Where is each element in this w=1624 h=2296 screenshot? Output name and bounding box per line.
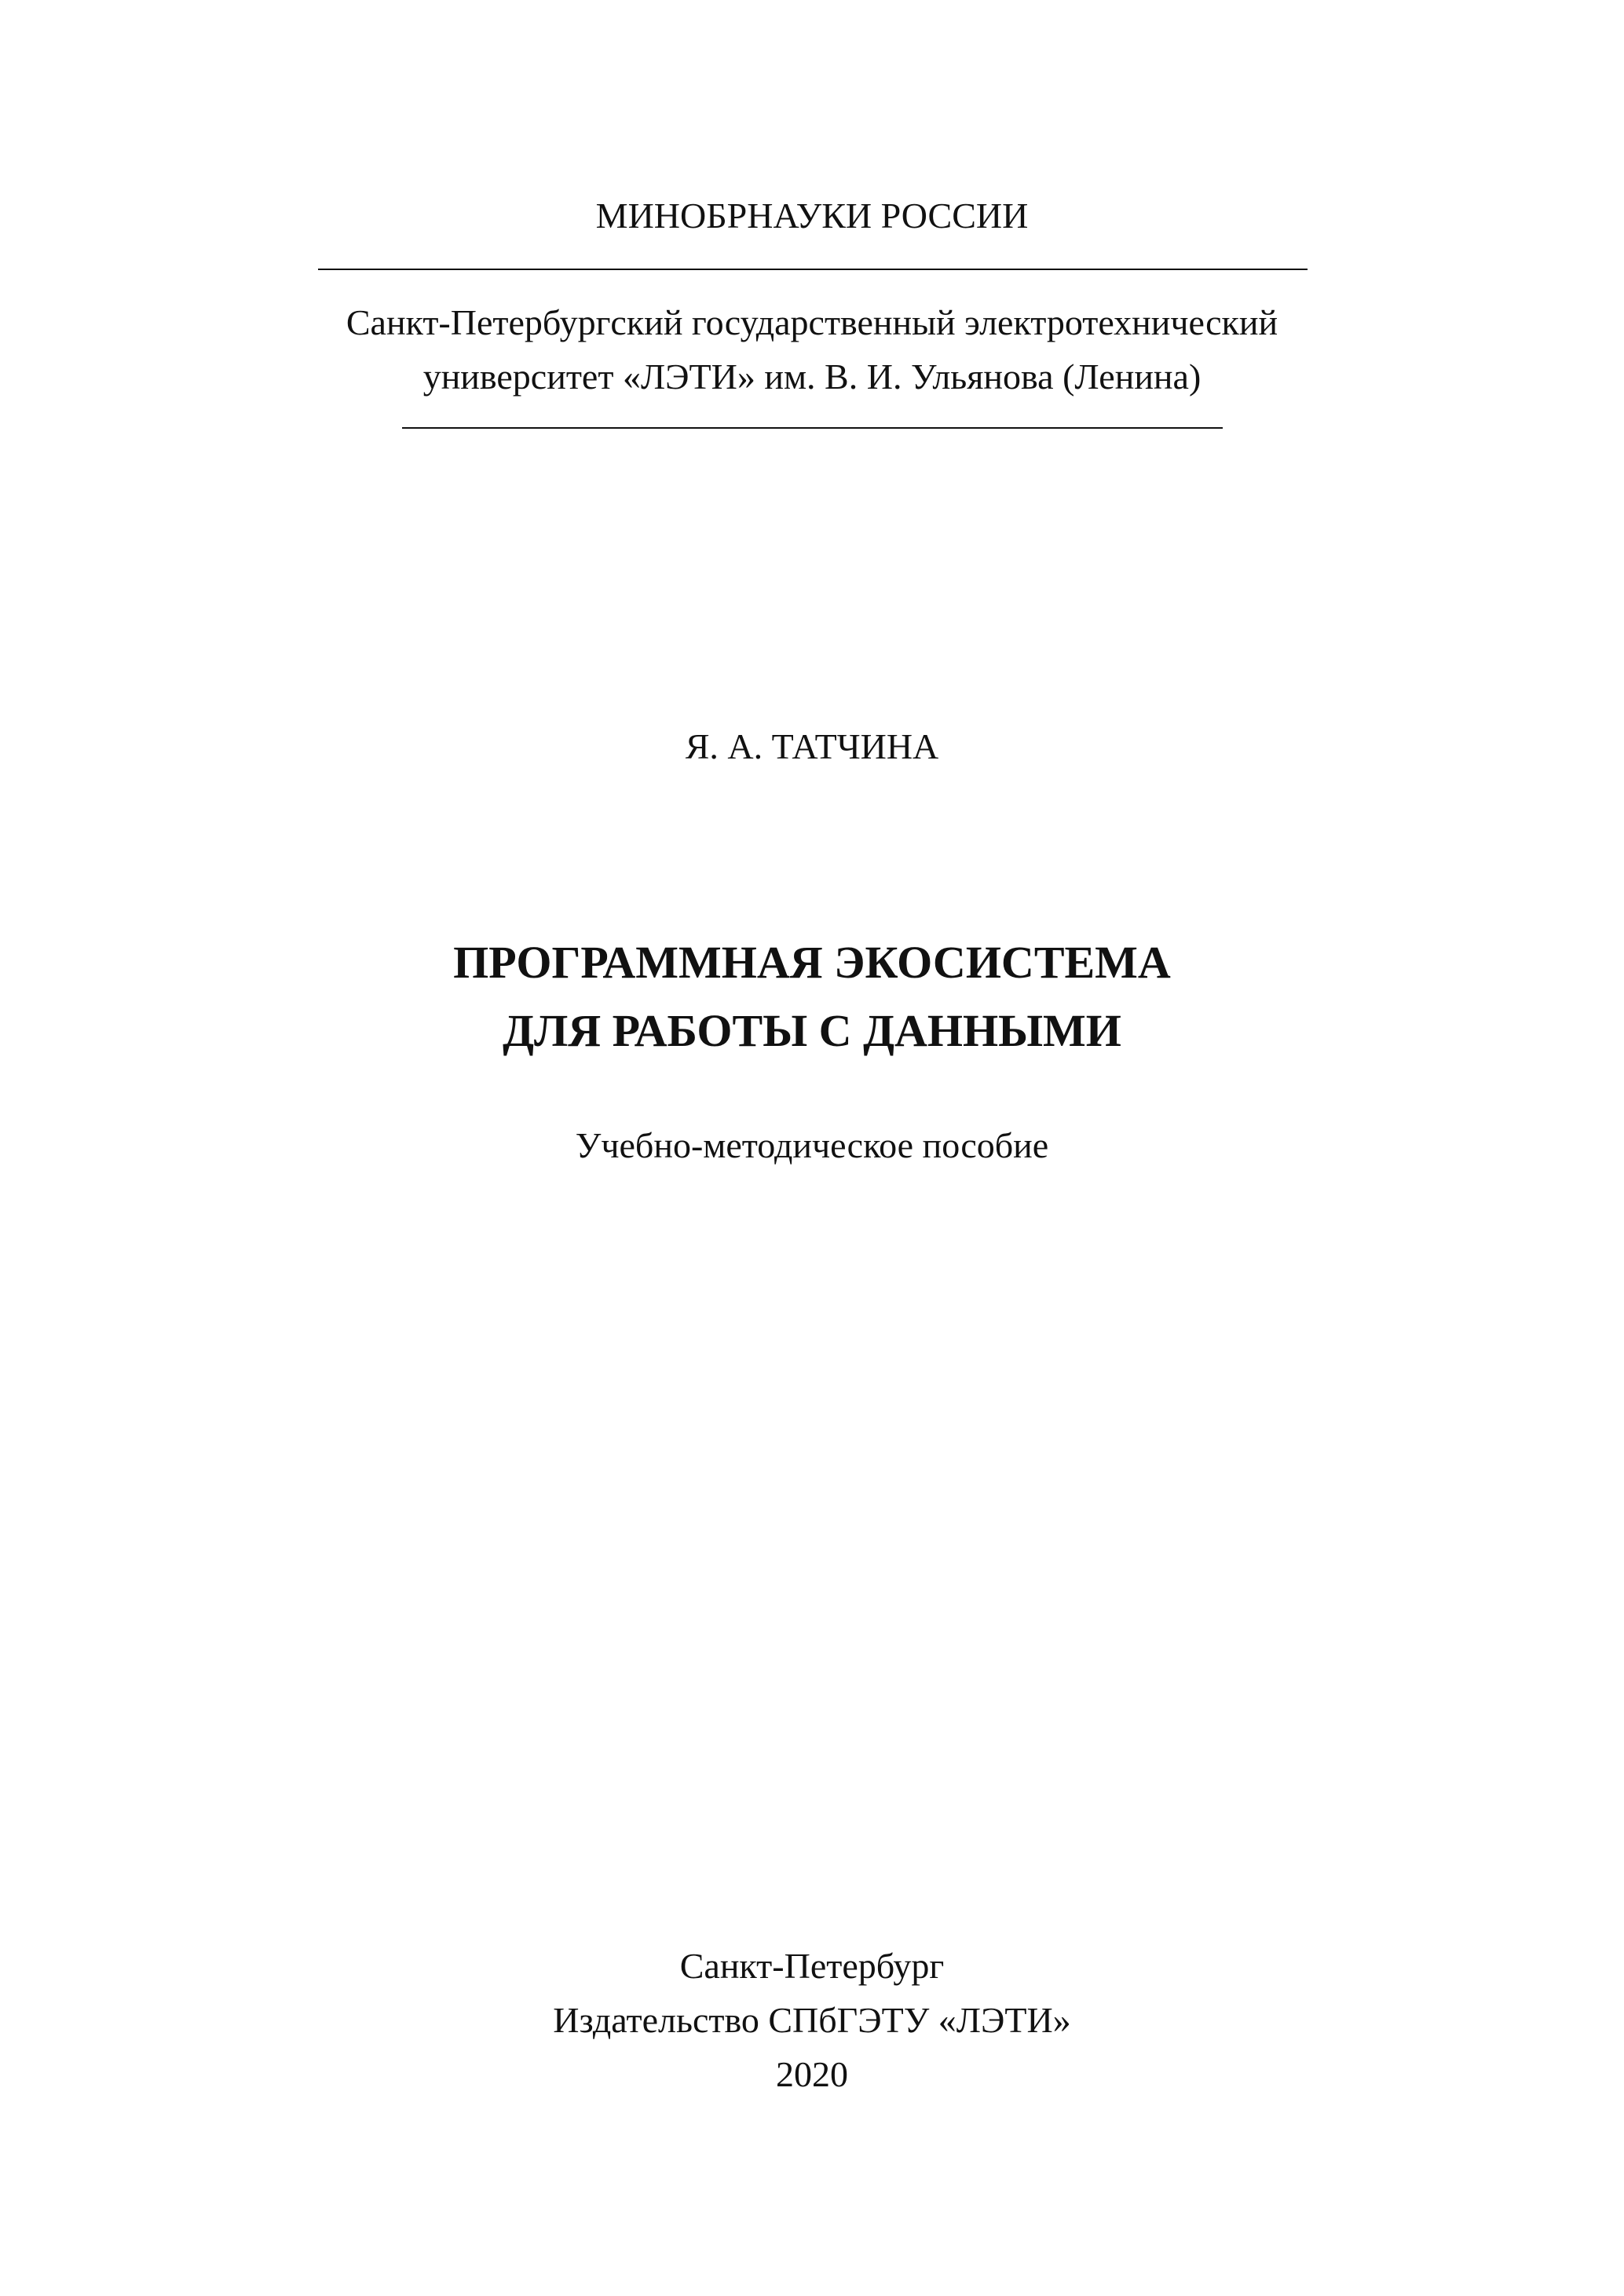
header-rule-bottom [402, 427, 1223, 429]
author-name: Я. А. ТАТЧИНА [685, 726, 939, 766]
book-subtitle: Учебно-методическое пособие [575, 1125, 1049, 1165]
university-name-line2: университет «ЛЭТИ» им. В. И. Ульянова (Ленина) [422, 356, 1202, 397]
ministry-name: МИНОБРНАУКИ РОССИИ [595, 196, 1029, 236]
imprint-year: 2020 [776, 2054, 848, 2094]
imprint-city: Санкт-Петербург [679, 1946, 945, 1986]
imprint-publisher: Издательство СПбГЭТУ «ЛЭТИ» [553, 2000, 1071, 2040]
university-name-line1: Санкт-Петербургский государственный электротехнический [346, 302, 1278, 342]
book-title-line2: ДЛЯ РАБОТЫ С ДАННЫМИ [503, 1005, 1121, 1056]
header-rule-top [318, 269, 1308, 270]
book-title-line1: ПРОГРАММНАЯ ЭКОСИСТЕМА [453, 937, 1171, 988]
